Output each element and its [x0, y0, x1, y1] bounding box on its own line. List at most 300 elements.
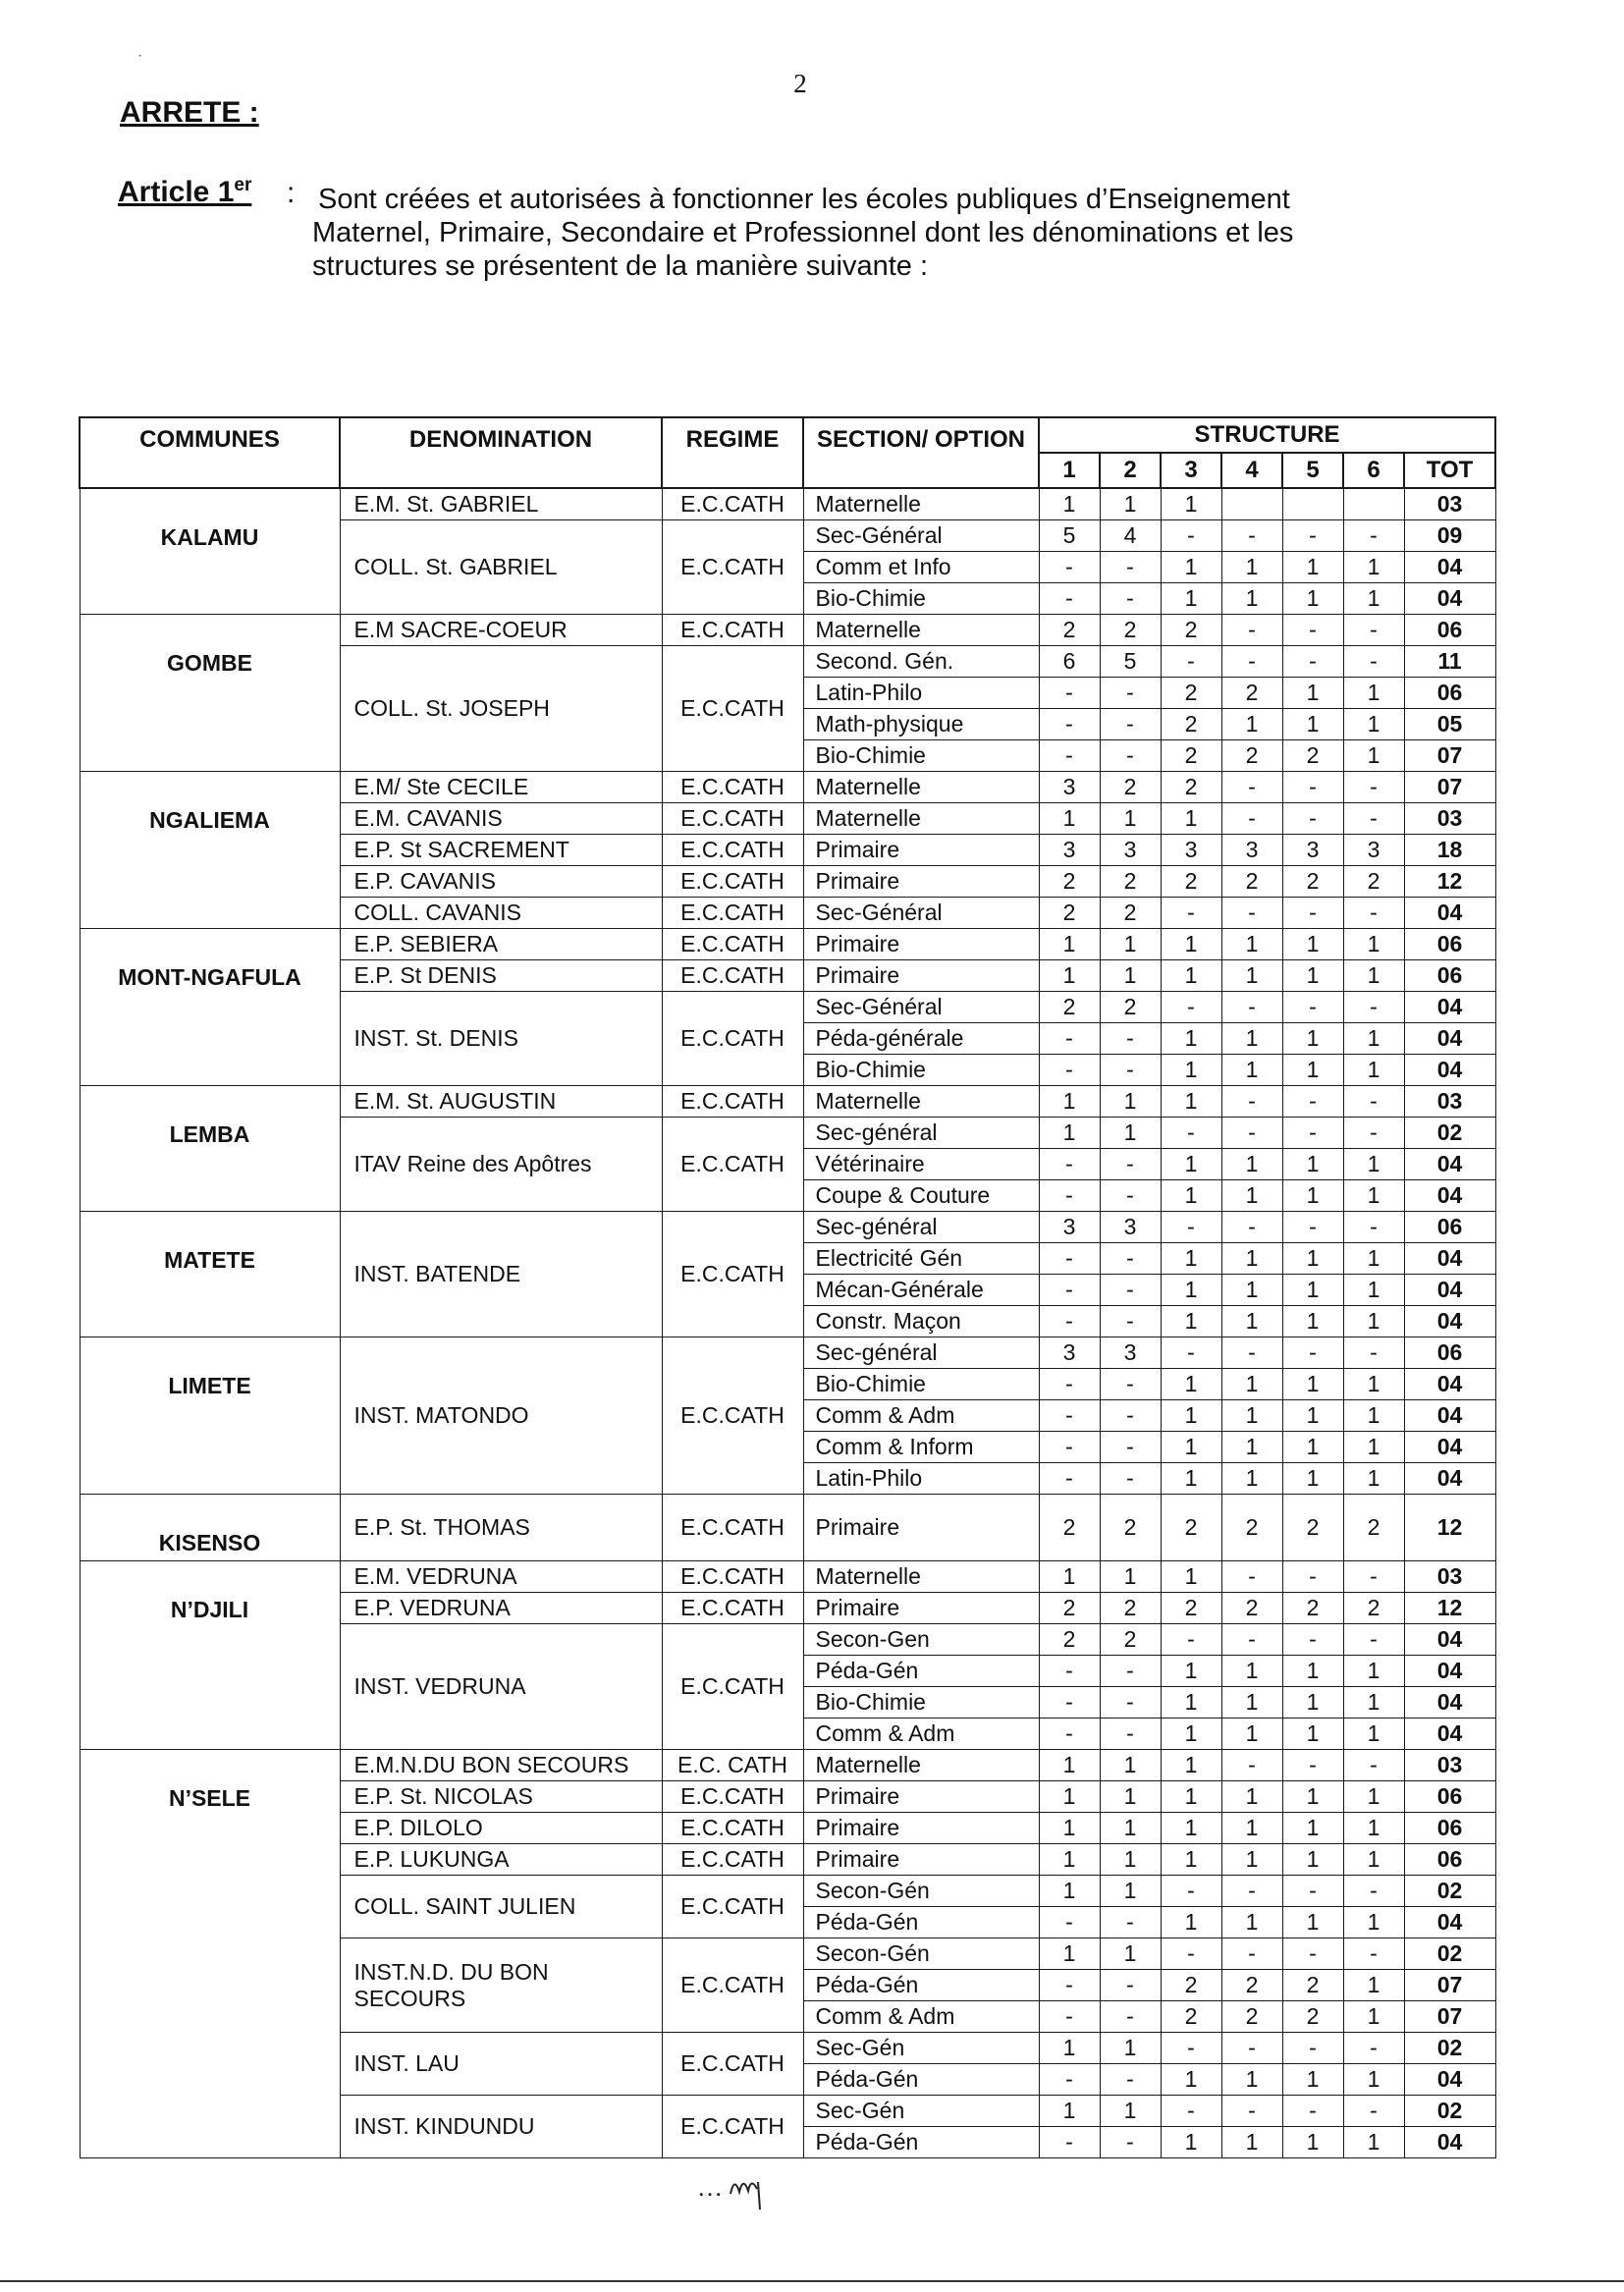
structure-cell: 1 — [1282, 929, 1343, 960]
structure-cell: - — [1221, 1086, 1282, 1118]
structure-cell: - — [1100, 2127, 1161, 2158]
structure-cell: 1 — [1161, 2064, 1221, 2096]
structure-cell: - — [1161, 1876, 1221, 1907]
structure-cell — [1282, 488, 1343, 520]
structure-cell: 1 — [1282, 1180, 1343, 1212]
total-cell: 04 — [1404, 1400, 1495, 1432]
section-cell: Primaire — [803, 960, 1039, 992]
structure-cell: 1 — [1282, 2127, 1343, 2158]
structure-cell: 1 — [1221, 1463, 1282, 1495]
structure-cell: 1 — [1039, 1876, 1100, 1907]
structure-cell: - — [1039, 1656, 1100, 1687]
structure-cell: 2 — [1100, 866, 1161, 898]
structure-cell: 1 — [1221, 960, 1282, 992]
table-row — [80, 929, 1495, 960]
section-cell: Primaire — [803, 1781, 1039, 1813]
denomination-cell: INST. KINDUNDU — [340, 2096, 662, 2158]
structure-cell: - — [1100, 1463, 1161, 1495]
structure-cell: - — [1343, 772, 1404, 803]
section-cell: Latin-Philo — [803, 1463, 1039, 1495]
structure-cell: - — [1161, 898, 1221, 929]
structure-cell: 3 — [1100, 1212, 1161, 1243]
structure-cell: 3 — [1039, 1337, 1100, 1369]
total-cell: 02 — [1404, 2096, 1495, 2127]
structure-cell: - — [1039, 1463, 1100, 1495]
section-cell: Comm & Adm — [803, 1400, 1039, 1432]
regime-cell: E.C.CATH — [662, 1118, 803, 1212]
table-body — [80, 488, 1495, 2158]
section-cell: Secon-Gén — [803, 1876, 1039, 1907]
section-cell: Sec-général — [803, 1118, 1039, 1149]
structure-cell: 2 — [1100, 898, 1161, 929]
structure-cell: 1 — [1282, 1656, 1343, 1687]
structure-cell: - — [1343, 1212, 1404, 1243]
structure-cell: - — [1161, 992, 1221, 1023]
structure-cell: - — [1039, 1055, 1100, 1086]
structure-cell: 1 — [1100, 2096, 1161, 2127]
regime-cell: E.C.CATH — [662, 1561, 803, 1593]
structure-cell: - — [1161, 1212, 1221, 1243]
structure-cell: 1 — [1100, 1561, 1161, 1593]
structure-cell: 1 — [1221, 1719, 1282, 1750]
structure-cell: - — [1343, 1118, 1404, 1149]
table-row — [80, 488, 1495, 520]
structure-cell: 1 — [1343, 1400, 1404, 1432]
structure-cell: - — [1039, 1275, 1100, 1306]
commune-cell: N’DJILI — [80, 1561, 340, 1750]
structure-cell: 2 — [1161, 1495, 1221, 1561]
total-cell: 12 — [1404, 1593, 1495, 1624]
structure-cell: 1 — [1161, 1055, 1221, 1086]
structure-cell: - — [1221, 1750, 1282, 1781]
structure-cell: - — [1039, 1149, 1100, 1180]
structure-cell: 2 — [1039, 992, 1100, 1023]
total-cell: 04 — [1404, 1275, 1495, 1306]
total-cell: 03 — [1404, 488, 1495, 520]
regime-cell: E.C.CATH — [662, 866, 803, 898]
structure-cell: 1 — [1343, 1023, 1404, 1055]
section-cell: Maternelle — [803, 803, 1039, 835]
regime-cell: E.C.CATH — [662, 646, 803, 772]
table-row — [80, 1495, 1495, 1561]
structure-cell: - — [1039, 1687, 1100, 1719]
structure-cell: 1 — [1161, 1561, 1221, 1593]
structure-cell: 1 — [1100, 960, 1161, 992]
structure-cell: - — [1343, 520, 1404, 552]
structure-cell: 1 — [1161, 1149, 1221, 1180]
footer-dots: … — [697, 2173, 723, 2202]
structure-cell: - — [1282, 1337, 1343, 1369]
structure-cell: - — [1100, 1149, 1161, 1180]
structure-cell: 1 — [1282, 960, 1343, 992]
total-cell: 06 — [1404, 615, 1495, 646]
structure-cell: 1 — [1221, 1687, 1282, 1719]
regime-cell: E.C.CATH — [662, 1813, 803, 1844]
structure-cell: - — [1100, 1907, 1161, 1938]
structure-cell: 1 — [1343, 1369, 1404, 1400]
structure-cell: - — [1221, 1561, 1282, 1593]
regime-cell: E.C.CATH — [662, 1212, 803, 1337]
regime-cell: E.C.CATH — [662, 1844, 803, 1876]
total-cell: 06 — [1404, 960, 1495, 992]
structure-cell: 1 — [1221, 1369, 1282, 1400]
structure-cell — [1343, 488, 1404, 520]
structure-cell: 1 — [1161, 1369, 1221, 1400]
denomination-cell: E.P. SEBIERA — [340, 929, 662, 960]
total-cell: 09 — [1404, 520, 1495, 552]
structure-cell: - — [1100, 1369, 1161, 1400]
structure-cell: 2 — [1343, 1593, 1404, 1624]
section-cell: Math-physique — [803, 709, 1039, 740]
structure-cell: 1 — [1039, 1118, 1100, 1149]
regime-cell: E.C.CATH — [662, 1938, 803, 2033]
structure-cell: - — [1343, 646, 1404, 678]
structure-cell: - — [1161, 1118, 1221, 1149]
structure-cell: - — [1100, 2064, 1161, 2096]
denomination-cell: E.P. DILOLO — [340, 1813, 662, 1844]
structure-cell: - — [1343, 1876, 1404, 1907]
schools-table — [79, 416, 1496, 2158]
structure-cell: 2 — [1161, 678, 1221, 709]
denomination-cell: INST. St. DENIS — [340, 992, 662, 1086]
total-cell: 11 — [1404, 646, 1495, 678]
structure-cell: - — [1161, 2033, 1221, 2064]
article-colon: : — [287, 177, 296, 209]
article-label-sup: er — [234, 175, 252, 195]
structure-cell: 1 — [1343, 552, 1404, 583]
structure-cell: 1 — [1343, 709, 1404, 740]
regime-cell: E.C.CATH — [662, 2033, 803, 2096]
structure-cell: - — [1282, 1938, 1343, 1970]
section-cell: Péda-Gén — [803, 1656, 1039, 1687]
structure-cell: 1 — [1221, 1149, 1282, 1180]
structure-cell: 1 — [1343, 2127, 1404, 2158]
structure-cell: 3 — [1039, 1212, 1100, 1243]
total-cell: 02 — [1404, 1938, 1495, 1970]
total-cell: 04 — [1404, 992, 1495, 1023]
section-cell: Bio-Chimie — [803, 1369, 1039, 1400]
structure-cell: 1 — [1161, 1086, 1221, 1118]
structure-cell: 1 — [1343, 1306, 1404, 1337]
total-cell: 04 — [1404, 583, 1495, 615]
structure-cell: 1 — [1343, 2064, 1404, 2096]
total-cell: 06 — [1404, 1212, 1495, 1243]
signature-initials — [697, 2160, 795, 2210]
denomination-cell: E.P. LUKUNGA — [340, 1844, 662, 1876]
commune-cell: MONT-NGAFULA — [80, 929, 340, 1086]
structure-cell: 1 — [1100, 1118, 1161, 1149]
total-cell: 04 — [1404, 1306, 1495, 1337]
regime-cell: E.C.CATH — [662, 1337, 803, 1495]
structure-cell: 1 — [1161, 960, 1221, 992]
structure-cell: - — [1161, 2096, 1221, 2127]
structure-cell: - — [1282, 1212, 1343, 1243]
heading-arrete: ARRETE : — [120, 96, 259, 129]
section-cell: Péda-générale — [803, 1023, 1039, 1055]
structure-cell: 1 — [1343, 1781, 1404, 1813]
structure-cell: 2 — [1282, 866, 1343, 898]
structure-cell: - — [1221, 898, 1282, 929]
structure-cell: - — [1221, 615, 1282, 646]
structure-cell: 1 — [1282, 1813, 1343, 1844]
structure-cell: 1 — [1282, 1844, 1343, 1876]
regime-cell: E.C.CATH — [662, 992, 803, 1086]
structure-cell: 1 — [1343, 740, 1404, 772]
structure-cell: 1 — [1221, 2064, 1282, 2096]
total-cell: 02 — [1404, 1876, 1495, 1907]
structure-cell: - — [1039, 1023, 1100, 1055]
section-cell: Péda-Gén — [803, 1907, 1039, 1938]
structure-cell: - — [1221, 520, 1282, 552]
structure-cell: 3 — [1343, 835, 1404, 866]
section-cell: Péda-Gén — [803, 1970, 1039, 2001]
total-cell: 04 — [1404, 1687, 1495, 1719]
page-number: 2 — [793, 69, 807, 98]
denomination-cell: COLL. SAINT JULIEN — [340, 1876, 662, 1938]
structure-cell: - — [1221, 2033, 1282, 2064]
structure-cell: 1 — [1161, 1023, 1221, 1055]
section-cell: Secon-Gen — [803, 1624, 1039, 1656]
structure-cell: 1 — [1343, 2001, 1404, 2033]
total-cell: 04 — [1404, 1180, 1495, 1212]
denomination-cell: INST. MATONDO — [340, 1337, 662, 1495]
structure-cell: - — [1282, 2096, 1343, 2127]
structure-cell: 1 — [1282, 583, 1343, 615]
structure-cell: - — [1039, 583, 1100, 615]
structure-cell: 3 — [1039, 772, 1100, 803]
structure-cell: 2 — [1100, 615, 1161, 646]
structure-cell: 2 — [1221, 740, 1282, 772]
structure-cell: 1 — [1039, 1561, 1100, 1593]
commune-cell: GOMBE — [80, 615, 340, 772]
article-line: Maternel, Primaire, Secondaire et Professionnel dont les dénominations et les — [312, 217, 1294, 248]
structure-cell: - — [1282, 1876, 1343, 1907]
denomination-cell: E.P. St DENIS — [340, 960, 662, 992]
structure-cell: 1 — [1221, 1275, 1282, 1306]
structure-cell: 1 — [1100, 1876, 1161, 1907]
structure-cell: 1 — [1282, 1369, 1343, 1400]
structure-cell: - — [1039, 2001, 1100, 2033]
structure-cell: 1 — [1161, 1687, 1221, 1719]
structure-cell: 1 — [1343, 1970, 1404, 2001]
bottom-rule — [0, 2280, 1624, 2282]
denomination-cell: COLL. St. JOSEPH — [340, 646, 662, 772]
structure-cell: - — [1100, 2001, 1161, 2033]
regime-cell: E.C.CATH — [662, 488, 803, 520]
total-cell: 03 — [1404, 803, 1495, 835]
structure-cell: 1 — [1282, 1149, 1343, 1180]
section-cell: Primaire — [803, 929, 1039, 960]
table-row — [80, 1086, 1495, 1118]
structure-cell: - — [1100, 709, 1161, 740]
header-col-6: 6 — [1343, 453, 1404, 488]
structure-cell: 1 — [1282, 678, 1343, 709]
section-cell: Comm & Inform — [803, 1432, 1039, 1463]
section-cell: Maternelle — [803, 1561, 1039, 1593]
structure-cell: 1 — [1282, 2064, 1343, 2096]
structure-cell: 1 — [1282, 1432, 1343, 1463]
structure-cell: 2 — [1282, 1970, 1343, 2001]
denomination-cell: ITAV Reine des Apôtres — [340, 1118, 662, 1212]
total-cell: 04 — [1404, 1463, 1495, 1495]
structure-cell: - — [1039, 1180, 1100, 1212]
structure-cell: 2 — [1100, 1624, 1161, 1656]
structure-cell: 1 — [1221, 1781, 1282, 1813]
structure-cell: - — [1221, 1212, 1282, 1243]
total-cell: 07 — [1404, 772, 1495, 803]
structure-cell: 1 — [1161, 1750, 1221, 1781]
total-cell: 03 — [1404, 1086, 1495, 1118]
structure-cell: - — [1282, 1118, 1343, 1149]
section-cell: Primaire — [803, 835, 1039, 866]
article-label — [118, 175, 251, 209]
total-cell: 04 — [1404, 1243, 1495, 1275]
denomination-cell: E.M. VEDRUNA — [340, 1561, 662, 1593]
structure-cell: 1 — [1161, 2127, 1221, 2158]
total-cell: 04 — [1404, 1023, 1495, 1055]
total-cell: 06 — [1404, 1781, 1495, 1813]
structure-cell: - — [1161, 1624, 1221, 1656]
structure-cell: 1 — [1161, 929, 1221, 960]
regime-cell: E.C.CATH — [662, 929, 803, 960]
structure-cell: 1 — [1039, 1781, 1100, 1813]
structure-cell: 1 — [1161, 1907, 1221, 1938]
structure-cell: 6 — [1039, 646, 1100, 678]
header-structure: STRUCTURE — [1039, 417, 1495, 453]
structure-cell: 1 — [1282, 1463, 1343, 1495]
structure-cell: 1 — [1343, 1463, 1404, 1495]
header-col-4: 4 — [1221, 453, 1282, 488]
header-denomination: DENOMINATION — [340, 417, 662, 488]
header-section: SECTION/ OPTION — [803, 417, 1039, 488]
total-cell: 05 — [1404, 709, 1495, 740]
structure-cell: 1 — [1039, 1813, 1100, 1844]
structure-cell: 2 — [1221, 1495, 1282, 1561]
structure-cell: - — [1039, 1306, 1100, 1337]
structure-cell: - — [1282, 1561, 1343, 1593]
article-body — [312, 183, 1402, 283]
structure-cell: 1 — [1282, 709, 1343, 740]
commune-cell: LEMBA — [80, 1086, 340, 1212]
structure-cell: 1 — [1039, 960, 1100, 992]
section-cell: Sec-Gén — [803, 2033, 1039, 2064]
table-row — [80, 1561, 1495, 1593]
structure-cell: 1 — [1282, 1243, 1343, 1275]
section-cell: Sec-général — [803, 1212, 1039, 1243]
section-cell: Primaire — [803, 1813, 1039, 1844]
structure-cell: 1 — [1161, 552, 1221, 583]
structure-cell: 2 — [1221, 866, 1282, 898]
total-cell: 12 — [1404, 866, 1495, 898]
section-cell: Maternelle — [803, 488, 1039, 520]
structure-cell: 2 — [1039, 1624, 1100, 1656]
structure-cell: 1 — [1100, 2033, 1161, 2064]
structure-cell: 1 — [1282, 1687, 1343, 1719]
section-cell: Comm & Adm — [803, 1719, 1039, 1750]
structure-cell: 1 — [1100, 1781, 1161, 1813]
structure-cell: 1 — [1221, 2127, 1282, 2158]
section-cell: Maternelle — [803, 615, 1039, 646]
structure-cell: - — [1282, 1624, 1343, 1656]
structure-cell: 1 — [1221, 1180, 1282, 1212]
structure-cell: - — [1039, 1432, 1100, 1463]
commune-cell: NGALIEMA — [80, 772, 340, 929]
structure-cell: 1 — [1343, 678, 1404, 709]
commune-cell: LIMETE — [80, 1337, 340, 1495]
total-cell: 18 — [1404, 835, 1495, 866]
structure-cell: 1 — [1039, 803, 1100, 835]
structure-cell: - — [1343, 1086, 1404, 1118]
total-cell: 06 — [1404, 1813, 1495, 1844]
structure-cell: 2 — [1039, 898, 1100, 929]
structure-cell: 1 — [1039, 2096, 1100, 2127]
structure-cell: 1 — [1343, 1243, 1404, 1275]
regime-cell: E.C.CATH — [662, 835, 803, 866]
structure-cell: 2 — [1100, 992, 1161, 1023]
structure-cell: - — [1039, 740, 1100, 772]
structure-cell: - — [1100, 552, 1161, 583]
total-cell: 04 — [1404, 1432, 1495, 1463]
structure-cell: 3 — [1282, 835, 1343, 866]
section-cell: Sec-Gén — [803, 2096, 1039, 2127]
denomination-cell: E.M SACRE-COEUR — [340, 615, 662, 646]
commune-cell: N’SELE — [80, 1750, 340, 2158]
denomination-cell: E.P. VEDRUNA — [340, 1593, 662, 1624]
structure-cell: - — [1343, 1750, 1404, 1781]
structure-cell: 1 — [1161, 1844, 1221, 1876]
structure-cell: 1 — [1161, 1781, 1221, 1813]
structure-cell: 2 — [1039, 1593, 1100, 1624]
structure-cell: - — [1221, 992, 1282, 1023]
denomination-cell: INST. LAU — [340, 2033, 662, 2096]
total-cell: 03 — [1404, 1561, 1495, 1593]
structure-cell: - — [1343, 1337, 1404, 1369]
structure-cell: - — [1100, 1719, 1161, 1750]
structure-cell: 1 — [1100, 1750, 1161, 1781]
structure-cell: - — [1221, 1624, 1282, 1656]
structure-cell: 1 — [1161, 1656, 1221, 1687]
structure-cell: - — [1039, 1719, 1100, 1750]
structure-cell: 1 — [1221, 1243, 1282, 1275]
structure-cell: - — [1343, 1624, 1404, 1656]
structure-cell: 1 — [1221, 1023, 1282, 1055]
structure-cell: 1 — [1343, 1813, 1404, 1844]
section-cell: Sec-Général — [803, 520, 1039, 552]
regime-cell: E.C.CATH — [662, 1593, 803, 1624]
section-cell: Maternelle — [803, 772, 1039, 803]
table-row — [80, 615, 1495, 646]
denomination-cell: E.M. St. GABRIEL — [340, 488, 662, 520]
article-line: Sont créées et autorisées à fonctionner les écoles publiques d’Enseignement — [318, 184, 1290, 215]
total-cell: 06 — [1404, 1844, 1495, 1876]
structure-cell: 1 — [1161, 1813, 1221, 1844]
structure-cell: - — [1100, 1023, 1161, 1055]
structure-cell: 1 — [1282, 1275, 1343, 1306]
structure-cell: - — [1221, 1337, 1282, 1369]
structure-cell: 3 — [1100, 835, 1161, 866]
total-cell: 04 — [1404, 2064, 1495, 2096]
structure-cell: 1 — [1343, 929, 1404, 960]
structure-cell: - — [1282, 520, 1343, 552]
table-row — [80, 772, 1495, 803]
total-cell: 04 — [1404, 1719, 1495, 1750]
structure-cell: 5 — [1039, 520, 1100, 552]
regime-cell: E.C.CATH — [662, 520, 803, 615]
structure-cell: - — [1039, 1970, 1100, 2001]
header-col-5: 5 — [1282, 453, 1343, 488]
structure-cell: - — [1343, 1938, 1404, 1970]
denomination-cell: E.M. St. AUGUSTIN — [340, 1086, 662, 1118]
